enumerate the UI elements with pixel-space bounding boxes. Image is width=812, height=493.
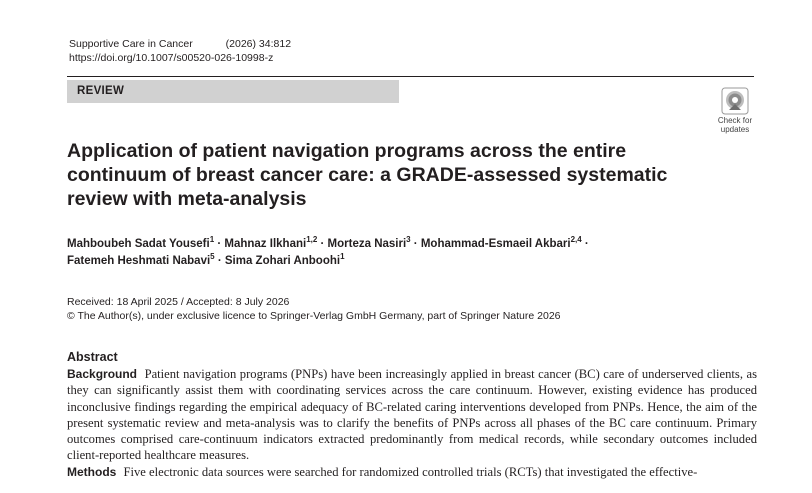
check-for-updates-label: Check for updates: [717, 116, 753, 134]
abstract-methods: [67, 464, 757, 480]
author-affiliation: 1: [209, 235, 215, 245]
citation: (2026) 34:812: [225, 38, 292, 50]
author-affiliation: 3: [406, 235, 411, 245]
author-affiliation: 5: [210, 252, 215, 262]
author-affiliation: 2,4: [570, 235, 582, 245]
background-label: Background: [67, 367, 138, 381]
check-for-updates-icon: [721, 87, 749, 115]
methods-text: Five electronic data sources were searched for randomized controlled trials (RCTs) that investigated the effective-: [123, 464, 698, 479]
author-separator: ·: [581, 238, 589, 250]
author-list: [67, 236, 707, 270]
article-title: Application of patient navigation programs across the entire continuum of breast cancer care: a GRADE-assessed systematic review with meta-analysis: [67, 140, 668, 210]
article-type-bar: REVIEW: [67, 80, 399, 103]
author-affiliation: 1,2: [306, 235, 318, 245]
author-name[interactable]: Mahboubeh Sadat Yousefi: [67, 238, 210, 250]
header-rule: [67, 76, 754, 77]
author-separator: ·: [317, 238, 328, 250]
author-name[interactable]: Sima Zohari Anboohi: [224, 255, 341, 267]
copyright-notice: © The Author(s), under exclusive licence to Springer-Verlag GmbH Germany, part of Springer Nature 2026: [67, 310, 561, 322]
author-separator: ·: [214, 238, 225, 250]
abstract-background: [67, 366, 757, 464]
author-separator: ·: [410, 238, 421, 250]
author-name[interactable]: Mohammad-Esmaeil Akbari: [420, 238, 571, 250]
author-affiliation: 1: [340, 252, 345, 262]
author-separator: ·: [214, 255, 225, 267]
abstract-section: [67, 349, 757, 480]
methods-label: Methods: [67, 464, 117, 479]
received-accepted-dates: Received: 18 April 2025 / Accepted: 8 July 2026: [67, 296, 290, 308]
author-name[interactable]: Fatemeh Heshmati Nabavi: [67, 255, 211, 267]
background-text: Patient navigation programs (PNPs) have been increasingly applied in breast cancer (BC) care of underserved clients, as they can significantly assist them with coordinating services across the care continuum. However, existing evidence has produced inconclusive findings regarding the empirical adequacy of BC-related caring interventions developed from PNPs. Hence, the aim of the present systematic review and meta-analysis was to clarify the benefits of PNPs across all phases of the BC care continuum. Primary outcomes comprised care-continuum indicators extracted predominantly from medical records, while secondary outcomes included client-reported healthcare measures.: [67, 367, 758, 463]
doi-link[interactable]: https://doi.org/10.1007/s00520-026-10998-z: [69, 52, 274, 64]
journal-header: [69, 37, 291, 65]
check-for-updates-badge[interactable]: [714, 87, 756, 134]
abstract-heading: Abstract: [67, 350, 118, 364]
publication-info: [67, 295, 561, 323]
journal-name: Supportive Care in Cancer: [69, 38, 193, 50]
author-name[interactable]: Mahnaz Ilkhani: [224, 238, 307, 250]
author-name[interactable]: Morteza Nasiri: [327, 238, 407, 250]
